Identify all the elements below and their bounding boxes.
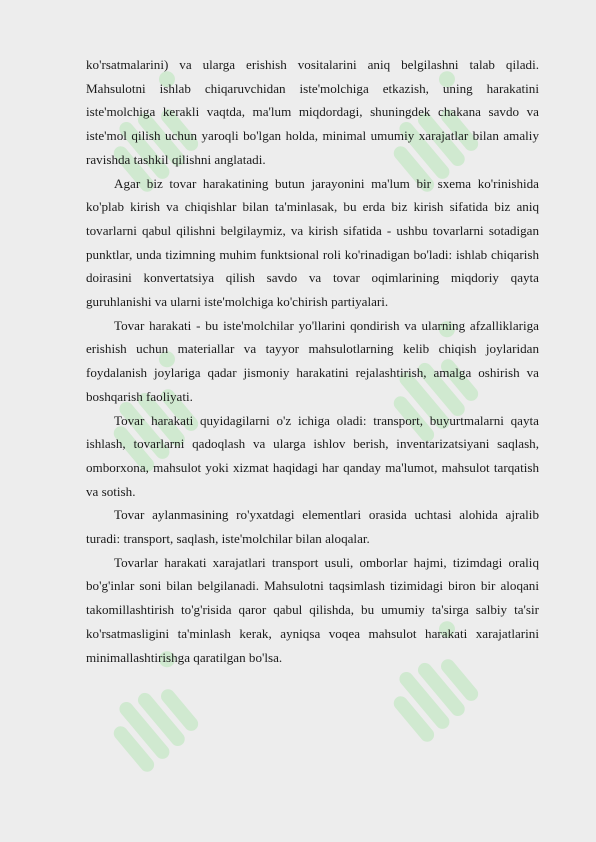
paragraph: Tovarlar harakati xarajatlari transport usuli, omborlar hajmi, tizimdagi oraliq bo'g'inlar soni bilan belgilanadi. Mahsulotni taqsimlash tizimidagi biron bir aloqani takomillashtirish to'g'risida qaror qabul qilishda, bu umumiy ta'sirga salbiy ta'sir ko'rsatmasligini ta'minlash kerak, ayniqsa voqea mahsulot harakati xarajatlarini minimallashtirishga qaratilgan bo'lsa.	[86, 554, 539, 665]
paragraph: Tovar aylanmasining ro'yxatdagi elementlari orasida uchtasi alohida ajralib turadi: transport, saqlash, iste'molchilar bilan aloqalar.	[86, 507, 539, 547]
document-body	[86, 53, 539, 669]
paragraph: Tovar harakati - bu iste'molchilar yo'llarini qondirish va ularning afzalliklariga erishish uchun materiallar va tayyor mahsulotlarning kelib chiqish joylaridan foydalanish joylariga qadar jismoniy harakatini rejalashtirish, amalga oshirish va boshqarish faoliyati.	[86, 317, 539, 404]
paragraph: Agar biz tovar harakatining butun jarayonini ma'lum bir sxema ko'rinishida ko'plab kirish va chiqishlar bilan ta'minlasak, bu erda biz kirish sifatida biz aniq tovarlarni qabul qilishni belgilaymiz, va kirish sifatida - ushbu tovarlarni sotadigan punktlar, unda tizimning muhim funktsional roli ko'rinadigan bo'ladi: ishlab chiqarish doirasini konvertatsiya qilish savdo va tovar oqimlarining miqdoriy qayta guruhlanishi va ularni iste'molchiga ko'chirish partiyalari.	[86, 175, 539, 310]
paragraph: ko'rsatmalarini) va ularga erishish vositalarini aniq belgilashni talab qiladi. Mahsulotni ishlab chiqaruvchidan iste'molchiga etkazish, uning harakatini iste'molchiga kerakli vaqtda, ma'lum miqdordagi, shuningdek chakana savdo va iste'mol qilish uchun yaroqli bo'lgan holda, minimal umumiy xarajatlar bilan amaliy ravishda tashkil qilishni anglatadi.	[86, 57, 539, 167]
paragraph: Tovar harakati quyidagilarni o'z ichiga oladi: transport, buyurtmalarni qayta ishlash, tovarlarni qadoqlash va ularga ishlov berish, inventarizatsiyani saqlash, omborxona, mahsulot yoki xizmat haqidagi har qanday ma'lumot, mahsulot tarqatish va sotish.	[86, 412, 539, 499]
